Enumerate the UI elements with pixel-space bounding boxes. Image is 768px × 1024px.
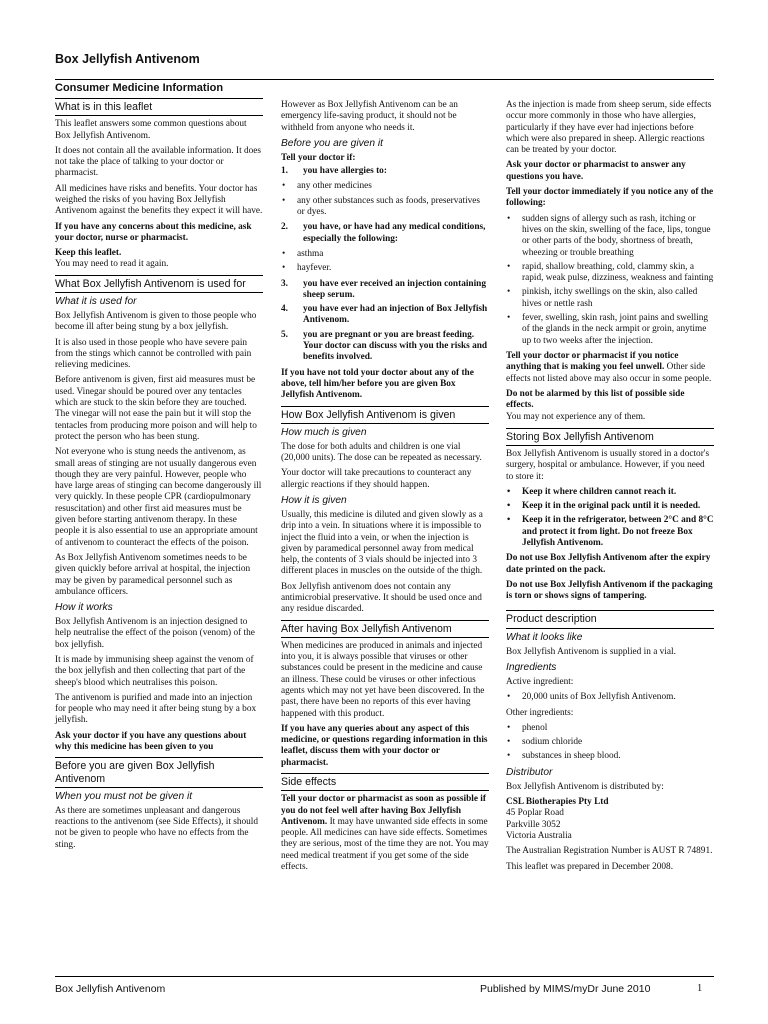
paragraph: If you have any concerns about this medicine, ask your doctor, nurse or pharmacist. [55,221,252,243]
paragraph: Other ingredients: [506,707,574,718]
bullet-list [506,487,714,549]
paragraph: As there are sometimes unpleasant and dangerous reactions to the antivenom (see Side Effects), it should not be given to people who have no effects from the sting. [55,805,259,850]
paragraph: Active ingredient: [506,676,574,687]
list-item: • hayfever. [281,263,489,274]
paragraph: Before antivenom is given, first aid measures must be used. Vinegar should be poured over any tentacles which are stuck to the skin before they are touched. The vinegar will not ease the pain but it will stop the tentacles from producing more poison and will help to protect the person who has been stung. [55,375,257,442]
paragraph: As Box Jellyfish Antivenom sometimes needs to be given quickly before arrival at hospital, the injection may be given by paramedical personnel such as ambulance officers. [55,552,251,597]
list-item: • any other substances such as foods, preservatives or dyes. [281,196,489,219]
paragraph: The antivenom is purified and made into an injection for people who may need it after being stung by a box jellyfish. [55,692,257,726]
bullet-list [506,723,714,763]
subsection-heading: How it is given [281,494,347,506]
numbered-list [281,166,489,177]
document-subtitle: Consumer Medicine Information [55,82,224,94]
paragraph: This leaflet was prepared in December 2008. [506,861,674,872]
document-title: Box Jellyfish Antivenom [55,52,200,66]
paragraph: Not everyone who is stung needs the antivenom, as small areas of stinging are not usually dangerous even though they are very painful. However, people who have large areas of stinging can become dangerously ill very quickly. In these people CPR (cardiopulmonary resuscitation) and other first aid measures must be given before starting antivenom therapy. In these people it is also essential to use an appropriate amount of antivenom to counteract the effects of the poison. [55,447,262,548]
paragraph: As the injection is made from sheep serum, side effects occur more commonly in those who have allergies, particularly if they have ever had injections before which were also prepared in sheep. Allergic reactions can be treated by your doctor. [506,100,712,156]
subsection-heading: Distributor [506,766,553,778]
paragraph: Do not use Box Jellyfish Antivenom if the packaging is torn or shows signs of tampering. [506,579,713,602]
list-item: • sudden signs of allergy such as rash, itching or hives on the skin, swelling of the face, lips, tongue or other parts of the body, shortness of breath, wheezing or trouble breathing [506,214,714,259]
distributor-address: CSL Biotherapies Pty Ltd 45 Poplar Road Parkville 3052 Victoria Australia [506,797,609,841]
list-item: • any other medicines [281,181,489,192]
paragraph: Tell your doctor or pharmacist if you notice anything that is making you feel unwell. Other side effects not listed above may also occur in some people. [506,350,712,384]
list-item: 5. you are pregnant or you are breast feeding. Your doctor can discuss with you the risks and benefits involved. [281,329,488,363]
column-1 [55,98,263,855]
list-item: • 20,000 units of Box Jellyfish Antivenom. [506,692,714,703]
section-heading: Product description [506,610,714,628]
section-heading: Before you are given Box Jellyfish Antivenom [55,757,263,787]
paragraph: If you have not told your doctor about any of the above, tell him/her before you are given Box Jellyfish Antivenom. [281,367,474,401]
list-item: • fever, swelling, skin rash, joint pains and swelling of the glands in the neck armpit or groin, anytime up to two weeks after the injection. [506,313,714,347]
paragraph: When medicines are produced in animals and injected into you, it is always possible that viruses or other substances could be present in the medicine and cause an illness. These could be viruses or other infectious agents which may not yet have been discovered. In the past, there have been no reports of this ever having happened with this product. [281,640,485,719]
paragraph: Keep this leaflet. You may need to read it again. [55,248,169,270]
paragraph: Tell your doctor if: [281,152,356,163]
subsection-heading: Before you are given it [281,137,383,149]
paragraph: This leaflet answers some common questions about Box Jellyfish Antivenom. [55,119,247,141]
list-item: • sodium chloride [506,737,714,748]
list-item: • Keep it where children cannot reach it. [506,487,714,498]
section-heading: Storing Box Jellyfish Antivenom [506,428,714,446]
paragraph: Box Jellyfish antivenom does not contain any antimicrobial preservative. It should be used once and any residue discarded. [281,581,482,615]
section-heading: After having Box Jellyfish Antivenom [281,620,489,638]
numbered-list [281,279,489,364]
paragraph: Box Jellyfish Antivenom is an injection designed to help neutralise the effect of the poison (venom) of the box jellyfish. [55,617,255,650]
column-3 [506,100,714,877]
paragraph: If you have any queries about any aspect of this medicine, or questions regarding information in this leaflet, discuss them with your doctor or pharmacist. [281,723,488,768]
list-item: 1. you have allergies to: [281,166,387,177]
list-item: • substances in sheep blood. [506,751,714,762]
paragraph: The Australian Registration Number is AUST R 74891. [506,846,713,857]
list-item: • asthma [281,249,489,260]
paragraph: It is made by immunising sheep against the venom of the box jellyfish and then collecting that part of the sheep's blood which neutralises this poison. [55,654,254,688]
page-number: 1 [697,983,703,994]
subsection-heading: How it works [55,602,113,614]
paragraph: Do not be alarmed by this list of possible side effects. [506,388,685,411]
paragraph: Box Jellyfish Antivenom is usually stored in a doctor's surgery, hospital or ambulance. However, if you need to store it: [506,448,710,482]
list-item: • pinkish, itchy swellings on the skin, also called hives or nettle rash [506,287,714,310]
list-item: • phenol [506,723,714,734]
column-2 [281,100,489,877]
section-heading: What is in this leaflet [55,98,263,116]
paragraph: Tell your doctor or pharmacist as soon as possible if you do not feel well after having Box Jellyfish Antivenom. It may have unwanted side effects in some people. All medicines can have side effects. Sometimes they are serious, most of the time they are not. You may need medical treatment if you get some of the side effects. [281,794,489,873]
paragraph: Ask your doctor if you have any questions about why this medicine has been given to you [55,730,247,753]
list-item: 4. you have ever had an injection of Box Jellyfish Antivenom. [281,304,488,326]
paragraph: Box Jellyfish Antivenom is given to those people who become ill after being stung by a box jellyfish. [55,310,257,333]
bullet-list [506,692,714,703]
bullet-list [506,214,714,347]
paragraph: However as Box Jellyfish Antivenom can be an emergency life-saving product, it should not be withheld from anyone who needs it. [281,100,458,133]
bullet-list [281,249,489,275]
paragraph: It is also used in those people who have severe pain from the stings which cannot be controlled with pain relieving medicines. [55,337,252,371]
list-item: • rapid, shallow breathing, cold, clammy skin, a rapid, weak pulse, dizziness, weakness and fainting [506,262,714,285]
section-heading: How Box Jellyfish Antivenom is given [281,406,489,424]
paragraph: Ask your doctor or pharmacist to answer any questions you have. [506,160,686,182]
subsection-heading: Ingredients [506,661,557,673]
subsection-heading: How much is given [281,426,367,438]
list-item: • Keep it in the original pack until it is needed. [506,501,714,512]
paragraph: All medicines have risks and benefits. Your doctor has weighed the risks of you having Box Jellyfish Antivenom against the benefits they expect it will have. [55,183,263,217]
subsection-heading: When you must not be given it [55,790,193,802]
paragraph: Usually, this medicine is diluted and given slowly as a drip into a vein. In situations where it is impossible to inject the fluid into a vein, or when the injection is given by paramedical personnel away from medical help, the contents of 3 vials should be injected into 3 different places in muscles on the outside of the thigh. [281,509,483,577]
paragraph: Box Jellyfish Antivenom is supplied in a vial. [506,646,676,657]
subsection-heading: What it is used for [55,295,137,307]
paragraph: Your doctor will take precautions to counteract any allergic reactions if they should happen. [281,468,472,490]
paragraph: It does not contain all the available information. It does not take the place of talking to your doctor or pharmacist. [55,145,262,179]
list-item: 3. you have ever received an injection containing sheep serum. [281,278,486,300]
footer-title: Box Jellyfish Antivenom [55,983,166,995]
paragraph: Do not use Box Jellyfish Antivenom after the expiry date printed on the pack. [506,553,711,575]
paragraph: Box Jellyfish Antivenom is distributed by: [506,781,664,792]
paragraph: You may not experience any of them. [506,412,646,423]
title-divider [55,79,714,80]
paragraph: Tell your doctor immediately if you notice any of the following: [506,187,714,209]
list-item: • Keep it in the refrigerator, between 2°C and 8°C and protect it from light. Do not freeze Box Jellyfish Antivenom. [506,515,714,549]
section-heading: What Box Jellyfish Antivenom is used for [55,275,263,293]
section-heading: Side effects [281,773,489,791]
paragraph: The dose for both adults and children is one vial (20,000 units). The dose can be repeated as necessary. [281,441,482,464]
footer-publisher: Published by MIMS/myDr June 2010 [480,983,651,995]
footer-divider [55,976,714,977]
subsection-heading: What it looks like [506,631,583,643]
list-item: 2. you have, or have had any medical conditions, especially the following: [281,222,486,244]
numbered-list [281,222,489,245]
bullet-list [281,181,489,218]
